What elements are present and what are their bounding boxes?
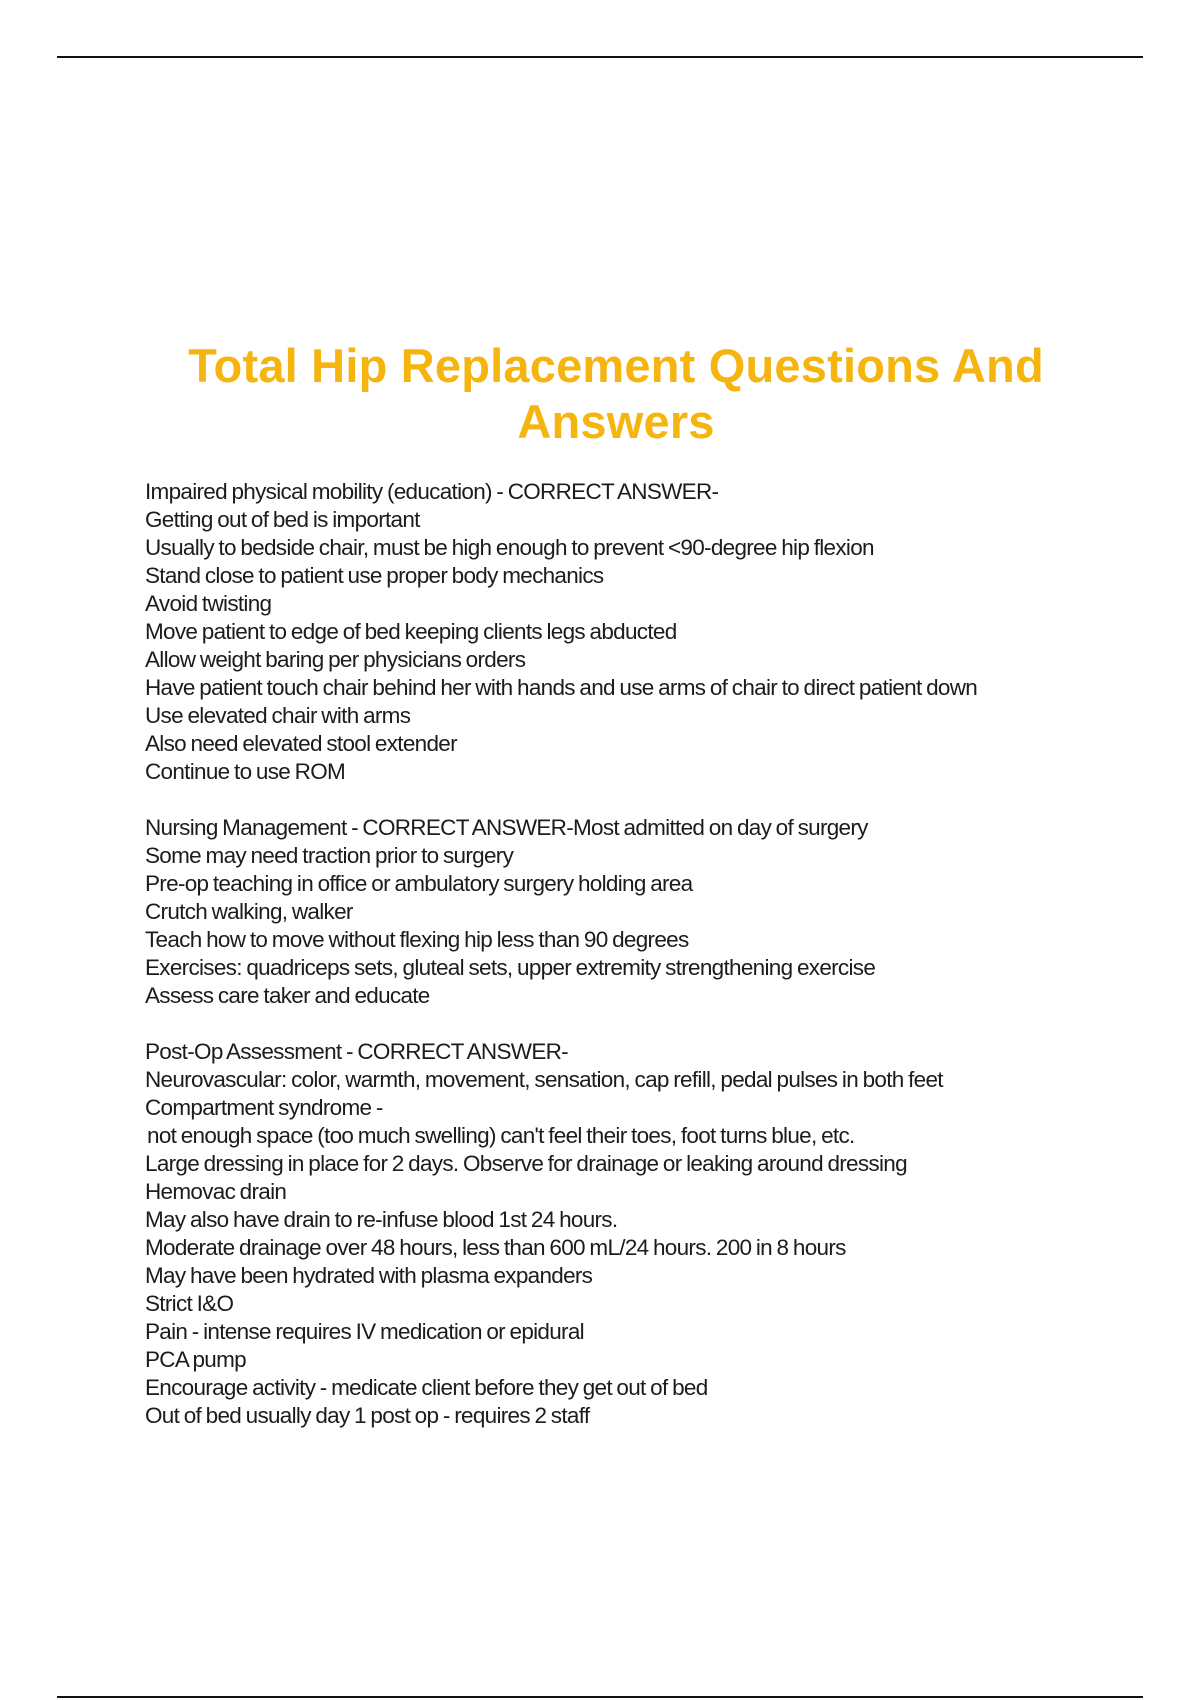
- text-line: Stand close to patient use proper body mechanics: [145, 563, 604, 588]
- text-line: Some may need traction prior to surgery: [145, 843, 514, 868]
- text-line: Continue to use ROM: [145, 759, 346, 784]
- text-line: Getting out of bed is important: [145, 507, 420, 532]
- text-line: not enough space (too much swelling) can't feel their toes, foot turns blue, etc.: [147, 1123, 855, 1148]
- document-title: [100, 338, 1132, 450]
- text-line: Also need elevated stool extender: [145, 731, 457, 756]
- text-line: Encourage activity - medicate client before they get out of bed: [145, 1375, 708, 1400]
- text-line: Assess care taker and educate: [145, 983, 430, 1008]
- text-line: Pain - intense requires IV medication or epidural: [145, 1319, 584, 1344]
- text-line: Crutch walking, walker: [145, 899, 353, 924]
- top-rule: [57, 56, 1143, 58]
- text-line: May have been hydrated with plasma expanders: [145, 1263, 593, 1288]
- text-line: Out of bed usually day 1 post op - requires 2 staff: [145, 1403, 590, 1428]
- document-body: [145, 478, 1145, 1458]
- text-line: Moderate drainage over 48 hours, less than 600 mL/24 hours. 200 in 8 hours: [145, 1235, 846, 1260]
- title-line-2: Answers: [517, 395, 715, 448]
- text-line: Nursing Management - CORRECT ANSWER-Most admitted on day of surgery: [145, 815, 868, 840]
- text-line: Compartment syndrome -: [145, 1095, 383, 1120]
- text-line: May also have drain to re-infuse blood 1st 24 hours.: [145, 1207, 618, 1232]
- bottom-rule: [57, 1696, 1143, 1698]
- text-line: Use elevated chair with arms: [145, 703, 411, 728]
- text-line: Exercises: quadriceps sets, gluteal sets, upper extremity strengthening exercise: [145, 955, 876, 980]
- text-line: Strict I&O: [145, 1291, 234, 1316]
- text-line: Teach how to move without flexing hip less than 90 degrees: [145, 927, 689, 952]
- text-line: Move patient to edge of bed keeping clients legs abducted: [145, 619, 677, 644]
- text-line: Pre-op teaching in office or ambulatory surgery holding area: [145, 871, 693, 896]
- text-line: Have patient touch chair behind her with hands and use arms of chair to direct patient down: [145, 675, 978, 700]
- text-line: PCA pump: [145, 1347, 246, 1372]
- text-line: Allow weight baring per physicians orders: [145, 647, 526, 672]
- text-line: Neurovascular: color, warmth, movement, sensation, cap refill, pedal pulses in both feet: [145, 1067, 943, 1092]
- text-line: Avoid twisting: [145, 591, 272, 616]
- section-impaired-mobility: [145, 478, 1145, 786]
- section-post-op-assessment: [145, 1038, 1145, 1430]
- text-line: Impaired physical mobility (education) - CORRECT ANSWER-: [145, 479, 719, 504]
- section-nursing-management: [145, 814, 1145, 1010]
- text-line: Post-Op Assessment - CORRECT ANSWER-: [145, 1039, 568, 1064]
- text-line: Usually to bedside chair, must be high enough to prevent <90-degree hip flexion: [145, 535, 874, 560]
- title-line-1: Total Hip Replacement Questions And: [188, 339, 1044, 392]
- text-line: Large dressing in place for 2 days. Observe for drainage or leaking around dressing: [145, 1151, 907, 1176]
- text-line: Hemovac drain: [145, 1179, 287, 1204]
